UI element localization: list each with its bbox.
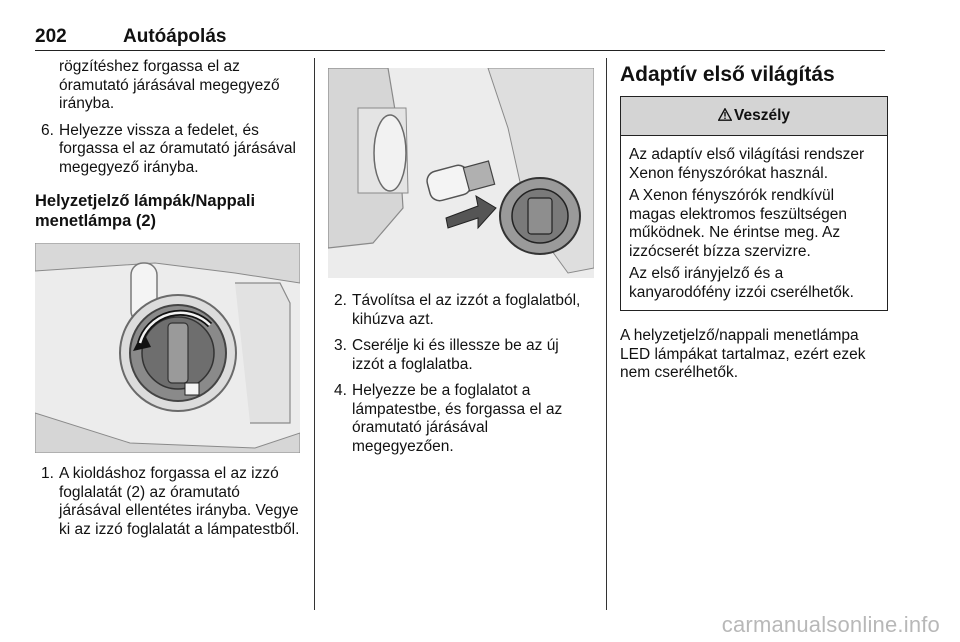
danger-paragraph: Az első irányjelző és a kanyarodófény izzói cserélhetők. <box>629 265 854 301</box>
bulb-and-socket-drawing <box>328 68 594 278</box>
step-item <box>328 292 594 329</box>
step-item <box>328 382 594 456</box>
step-text: Helyezze be a foglalatot a lámpatestbe, és forgassa el az óramutató járásával megegyezően. <box>352 382 563 455</box>
column-middle <box>328 58 594 456</box>
warning-triangle-icon <box>718 108 732 121</box>
danger-body <box>621 136 887 310</box>
danger-label: Veszély <box>733 107 791 124</box>
step-text: Távolítsa el az izzót a foglalatból, kihúzva azt. <box>352 292 581 328</box>
column-divider <box>314 58 315 610</box>
step-text: A kioldáshoz forgassa el az izzó foglalatát (2) az óramutató járásával ellentétes irányba. Vegye ki az izzó foglalatát a lámpatestből. <box>59 465 300 538</box>
step-number: 1. <box>41 465 54 482</box>
continued-step-text: rögzítéshez forgassa el az óramutató járásával megegyező irányba. <box>59 58 280 112</box>
step-number: 2. <box>334 292 347 309</box>
step-number: 4. <box>334 382 347 399</box>
step-number: 3. <box>334 337 347 354</box>
subsection-heading: Helyzetjelző lámpák/Nappali menetlámpa (2) <box>35 192 256 230</box>
section-title: Autóápolás <box>123 26 227 47</box>
section-heading: Adaptív első világítás <box>620 63 835 86</box>
step-item <box>328 337 594 374</box>
step-list <box>328 292 594 456</box>
danger-header <box>621 97 887 136</box>
column-divider <box>606 58 607 610</box>
page-header <box>35 26 885 51</box>
step-number: 6. <box>41 121 54 139</box>
step-list <box>35 465 300 539</box>
step-text: Cserélje ki és illessze be az új izzót a foglalatba. <box>352 337 559 373</box>
step-item <box>35 465 300 539</box>
step-item <box>35 122 300 178</box>
column-right <box>620 58 888 383</box>
danger-paragraph: A Xenon fényszórók rendkívül magas elektromos feszültségen működnek. Ne érintse meg. Az izzócserét bízza szervizre. <box>629 187 847 260</box>
step-list <box>35 122 300 178</box>
step-text: Helyezze vissza a fedelet, és forgassa el az óramutató járásával megegyező irányba. <box>59 121 296 176</box>
led-note: A helyzetjelző/nappali menetlámpa LED lámpákat tartalmaz, ezért ezek nem cserélhetők. <box>620 327 866 381</box>
bulb-removal-illustration <box>328 68 594 278</box>
column-left <box>35 58 300 539</box>
watermark-text: carmanualsonline.info <box>721 612 940 637</box>
page-number: 202 <box>35 26 67 47</box>
danger-notice <box>620 96 888 311</box>
bulb-socket-illustration <box>35 243 300 453</box>
headlamp-rear-drawing <box>35 243 300 453</box>
danger-paragraph: Az adaptív első világítási rendszer Xenon fényszórókat használ. <box>629 146 865 182</box>
